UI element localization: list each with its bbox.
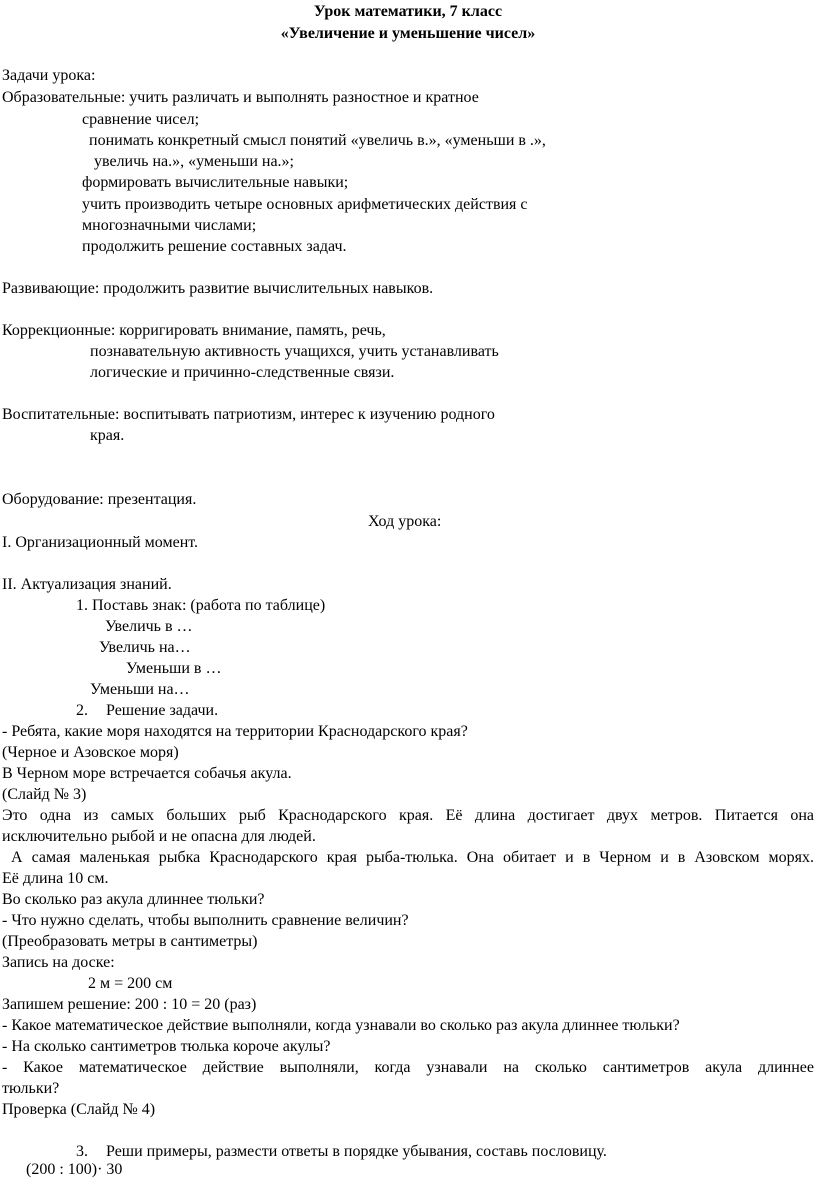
body-line: Проверка (Слайд № 4) — [2, 1101, 156, 1118]
equipment-line: Оборудование: презентация. — [2, 491, 197, 508]
body-line: Во сколько раз акула длиннее тюльки? — [2, 891, 265, 908]
educational-goal-line: продолжить решение составных задач. — [82, 238, 347, 255]
list-item-number: 3. — [76, 1143, 88, 1160]
educational-goal-line: сравнение чисел; — [82, 111, 200, 128]
document-title: Урок математики, 7 класс — [313, 3, 503, 20]
list-item-text: Поставь знак: (работа по таблице) — [92, 597, 326, 614]
body-line: тюльки? — [2, 1080, 60, 1097]
section-heading: II. Актуализация знаний. — [2, 576, 172, 593]
corrective-goal-line: логические и причинно-следственные связи. — [90, 364, 395, 381]
tasks-heading: Задачи урока: — [2, 67, 96, 84]
body-line: А самая маленькая рыбка Краснодарского края рыба-тюлька. Она обитает и в Черном и в Азовском морях. — [2, 849, 814, 866]
upbringing-goal-line: края. — [90, 427, 125, 444]
table-item: Уменьши на… — [90, 681, 190, 698]
body-line: Запись на доске: — [2, 954, 115, 971]
educational-goal-line: многозначными числами; — [82, 217, 257, 234]
body-line: Её длина 10 см. — [2, 870, 109, 887]
table-item: Увеличь на… — [99, 639, 191, 656]
document-subtitle: «Увеличение и уменьшение чисел» — [280, 25, 536, 42]
educational-goal-line: увеличь на.», «уменьши на.»; — [94, 153, 294, 170]
example-expression: (200 : 100)· 30 — [26, 1161, 123, 1178]
educational-goal-line: понимать конкретный смысл понятий «увеличь в.», «уменьши в .», — [89, 132, 546, 149]
lesson-course-heading: Ход урока: — [368, 513, 442, 530]
upbringing-goal-line: Воспитательные: воспитывать патриотизм, интерес к изучению родного — [2, 406, 495, 423]
list-item-text: Решение задачи. — [106, 702, 219, 719]
body-line: (Слайд № 3) — [2, 786, 87, 803]
list-item-number: 2. — [76, 702, 88, 719]
body-line: - На сколько сантиметров тюлька короче акулы? — [2, 1038, 331, 1055]
body-line: - Что нужно сделать, чтобы выполнить сравнение величин? — [2, 912, 409, 929]
body-line: 2 м = 200 см — [88, 975, 173, 992]
educational-goal-line: формировать вычислительные навыки; — [82, 174, 349, 191]
list-item-text: Реши примеры, размести ответы в порядке убывания, составь пословицу. — [106, 1143, 607, 1160]
educational-goal-line: учить производить четыре основных арифметических действия с — [82, 196, 528, 213]
body-line: - Какое математическое действие выполняли, когда узнавали на сколько сантиметров акула длиннее — [2, 1059, 814, 1076]
body-line: В Черном море встречается собачья акула. — [2, 765, 292, 782]
body-line: исключительно рыбой и не опасна для людей. — [2, 828, 316, 845]
table-item: Уменьши в … — [126, 660, 222, 677]
body-line: (Преобразовать метры в сантиметры) — [2, 933, 258, 950]
body-line: (Черное и Азовское моря) — [2, 744, 179, 761]
corrective-goal-line: Коррекционные: корригировать внимание, память, речь, — [2, 322, 386, 339]
educational-goal-line: Образовательные: учить различать и выполнять разностное и кратное — [2, 89, 479, 106]
developing-goal: Развивающие: продолжить развитие вычислительных навыков. — [2, 280, 434, 297]
list-item-number: 1. — [76, 597, 88, 614]
corrective-goal-line: познавательную активность учащихся, учить устанавливать — [90, 343, 499, 360]
table-item: Увеличь в … — [105, 618, 193, 635]
body-line: Запишем решение: 200 : 10 = 20 (раз) — [2, 996, 257, 1013]
section-heading: I. Организационный момент. — [2, 534, 199, 551]
body-line: - Какое математическое действие выполняли, когда узнавали во сколько раз акула длиннее тюльки? — [2, 1017, 680, 1034]
body-line: - Ребята, какие моря находятся на территории Краснодарского края? — [2, 723, 468, 740]
body-line: Это одна из самых больших рыб Краснодарского края. Её длина достигает двух метров. Питается она — [2, 807, 814, 824]
